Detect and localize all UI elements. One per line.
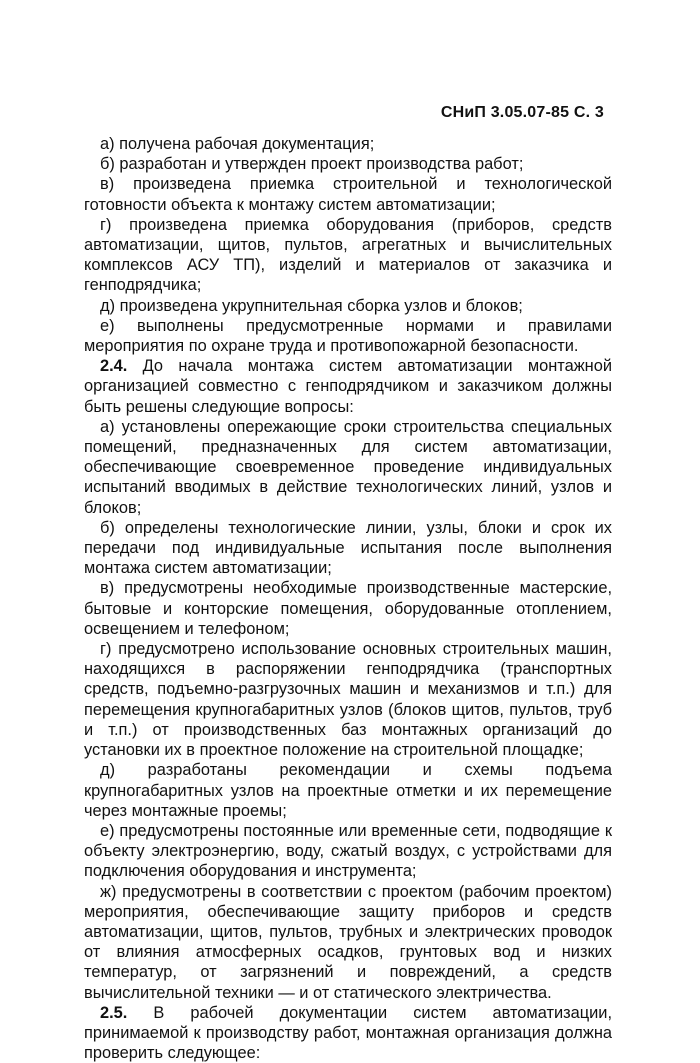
paragraph-text: е) выполнены предусмотренные нормами и правилами мероприятия по охране труда и противопожарной безопасности. bbox=[84, 316, 612, 356]
paragraph-text: До начала монтажа систем автоматизации монтажной организацией совместно с генподрядчиком и заказчиком должны быть решены следующие вопросы: bbox=[84, 357, 612, 416]
list-item bbox=[84, 134, 612, 154]
paragraph-text: В рабочей документации систем автоматизации, принимаемой к производству работ, монтажная организация должна проверить следующее: bbox=[84, 1003, 612, 1063]
paragraph-text: в) произведена приемка строительной и технологической готовности объекта к монтажу систем автоматизации; bbox=[84, 175, 612, 214]
list-item bbox=[84, 296, 612, 316]
clause-number: 2.4. bbox=[100, 357, 128, 376]
paragraph-text: г) предусмотрено использование основных строительных машин, находящихся в распоряжении генподрядчика (транспортных средств, подъемно-разгрузочных машин и механизмов и т.п.) для перемещения крупногабаритных узлов (блоков щитов, пультов, труб и т.п.) от производственных баз монтажных организаций до установки их в проектное положение на строительной площадке; bbox=[84, 640, 612, 760]
page-header-doc-ref: СНиП 3.05.07-85 С. 3 bbox=[440, 104, 604, 121]
list-item bbox=[84, 316, 612, 356]
paragraph-text: е) предусмотрены постоянные или временные сети, подводящие к объекту электроэнергию, воду, сжатый воздух, с устройствами для подключения оборудования и инструмента; bbox=[84, 821, 612, 881]
clause-paragraph bbox=[84, 356, 612, 417]
clause-number: 2.5. bbox=[100, 1003, 128, 1022]
list-item bbox=[84, 174, 612, 214]
paragraph-text: в) предусмотрены необходимые производственные мастерские, бытовые и конторские помещения, оборудованные отоплением, освещением и телефоном; bbox=[84, 579, 612, 638]
paragraph-text: а) установлены опережающие сроки строительства специальных помещений, предназначенных для систем автоматизации, обеспечивающие своевременное проведение индивидуальных испытаний вводимых в действие технологических линий, узлов и блоков; bbox=[84, 417, 612, 517]
list-item bbox=[84, 882, 612, 1003]
list-item bbox=[84, 154, 612, 174]
list-item bbox=[84, 639, 612, 760]
paragraph-text: г) произведена приемка оборудования (приборов, средств автоматизации, щитов, пультов, агрегатных и вычислительных комплексов АСУ ТП), изделий и материалов от заказчика и генподрядчика; bbox=[84, 215, 612, 295]
list-item bbox=[84, 215, 612, 296]
list-item bbox=[84, 518, 612, 579]
list-item bbox=[84, 821, 612, 882]
paragraph-text: б) определены технологические линии, узлы, блоки и срок их передачи под индивидуальные испытания после выполнения монтажа систем автоматизации; bbox=[84, 518, 612, 578]
clause-paragraph bbox=[84, 1003, 612, 1063]
paragraph-text: д) разработаны рекомендации и схемы подъема крупногабаритных узлов на проектные отметки и их перемещение через монтажные проемы; bbox=[84, 761, 612, 820]
paragraph-text: ж) предусмотрены в соответствии с проектом (рабочим проектом) мероприятия, обеспечивающие защиту приборов и средств автоматизации, щитов, пультов, трубных и электрических проводок от влияния атмосферных осадков, грунтовых вод и низких температур, от загрязнений и повреждений, а средств вычислительной техники — и от статического электричества. bbox=[84, 882, 612, 1002]
paragraph-text: д) произведена укрупнительная сборка узлов и блоков; bbox=[100, 296, 523, 315]
paragraph-text: б) разработан и утвержден проект производства работ; bbox=[100, 155, 524, 174]
paragraph-text: а) получена рабочая документация; bbox=[100, 135, 375, 153]
list-item bbox=[84, 760, 612, 821]
list-item bbox=[84, 578, 612, 639]
list-item bbox=[84, 417, 612, 518]
document-body bbox=[84, 134, 612, 1063]
